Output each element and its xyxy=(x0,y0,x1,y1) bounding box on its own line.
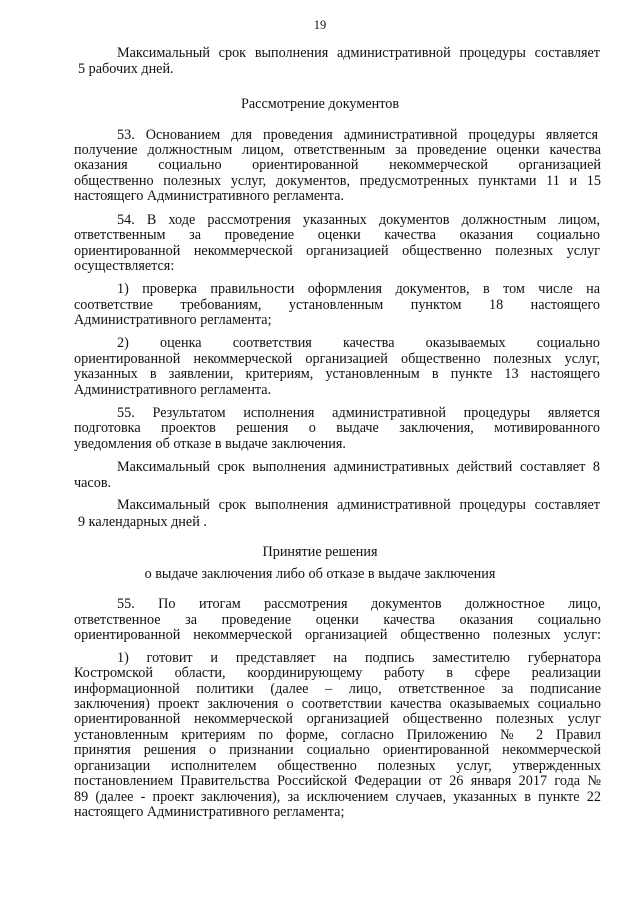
text-line: 5 рабочих дней. xyxy=(78,61,174,77)
text-line: информационной политики (далее – лицо, ответственное за подписание xyxy=(74,681,601,697)
text-line: Максимальный срок выполнения административной процедуры составляет xyxy=(117,497,600,513)
text-line: Административного регламента. xyxy=(74,382,272,398)
text-line: ответственным за проведение оценки качества оказания социально xyxy=(74,227,600,243)
text-line: соответствие требованиям, установленным пунктом 18 настоящего xyxy=(74,297,600,313)
text-line: 54. В ходе рассмотрения указанных документов должностным лицом, xyxy=(117,212,600,228)
text-line: подготовка проектов решения о выдаче заключения, мотивированного xyxy=(74,420,600,436)
text-line: постановлением Правительства Российской Федерации от 26 января 2017 года № xyxy=(74,773,601,789)
text-line: оказания социально ориентированной некоммерческой организацией xyxy=(74,157,601,173)
text-line: настоящего Административного регламента; xyxy=(74,804,345,820)
section-heading: Рассмотрение документов xyxy=(240,96,400,112)
text-line: ориентированной некоммерческой организацией общественно полезных услуг, xyxy=(74,351,600,367)
text-line: 9 календарных дней . xyxy=(78,514,207,530)
text-line: Административного регламента; xyxy=(74,312,272,328)
text-line: ориентированной некоммерческой организацией общественно полезных услуг: xyxy=(74,627,601,643)
text-line: Костромской области, координирующему работу в сфере реализации xyxy=(74,665,601,681)
text-line: Максимальный срок выполнения административной процедуры составляет xyxy=(117,45,600,61)
text-line: ориентированной некоммерческой организацией общественно полезных услуг xyxy=(74,711,601,727)
text-line: 55. По итогам рассмотрения документов должностное лицо, xyxy=(117,596,601,612)
text-line: настоящего Административного регламента. xyxy=(74,188,345,204)
section-subheading: о выдаче заключения либо об отказе в выдаче заключения xyxy=(144,566,496,582)
text-line: Максимальный срок выполнения административных действий составляет 8 xyxy=(117,459,600,475)
text-line: принятия решения о признании социально ориентированной некоммерческой xyxy=(74,742,601,758)
text-line: 55. Результатом исполнения административной процедуры является xyxy=(117,405,600,421)
text-line: получение должностным лицом, ответственным за проведение оценки качества xyxy=(74,142,601,158)
text-line: 2) оценка соответствия качества оказываемых социально xyxy=(117,335,600,351)
text-line: ответственное за проведение оценки качества оказания социально xyxy=(74,612,601,628)
text-line: заключения) проект заключения о соответствии качества оказываемых социально xyxy=(74,696,601,712)
page-number: 19 xyxy=(313,18,327,32)
text-line: организации исполнителем общественно полезных услуг, утвержденных xyxy=(74,758,601,774)
text-line: часов. xyxy=(74,475,112,491)
text-line: 1) проверка правильности оформления документов, в том числе на xyxy=(117,281,600,297)
text-line: ориентированной некоммерческой организацией общественно полезных услуг xyxy=(74,243,600,259)
text-line: 89 (далее - проект заключения), за исключением случаев, указанных в пункте 22 xyxy=(74,789,601,805)
text-line: осуществляется: xyxy=(74,258,175,274)
text-line: 1) готовит и представляет на подпись заместителю губернатора xyxy=(117,650,601,666)
text-line: установленным критериям по форме, согласно Приложению № 2 Правил xyxy=(74,727,601,743)
text-line: 53. Основанием для проведения административной процедуры является xyxy=(117,127,598,143)
text-line: указанных в заявлении, критериям, установленным в пункте 13 настоящего xyxy=(74,366,600,382)
section-heading: Принятие решения xyxy=(262,544,378,560)
text-line: уведомления об отказе в выдаче заключения. xyxy=(74,436,346,452)
text-line: общественно полезных услуг, документов, предусмотренных пунктами 11 и 15 xyxy=(74,173,601,189)
